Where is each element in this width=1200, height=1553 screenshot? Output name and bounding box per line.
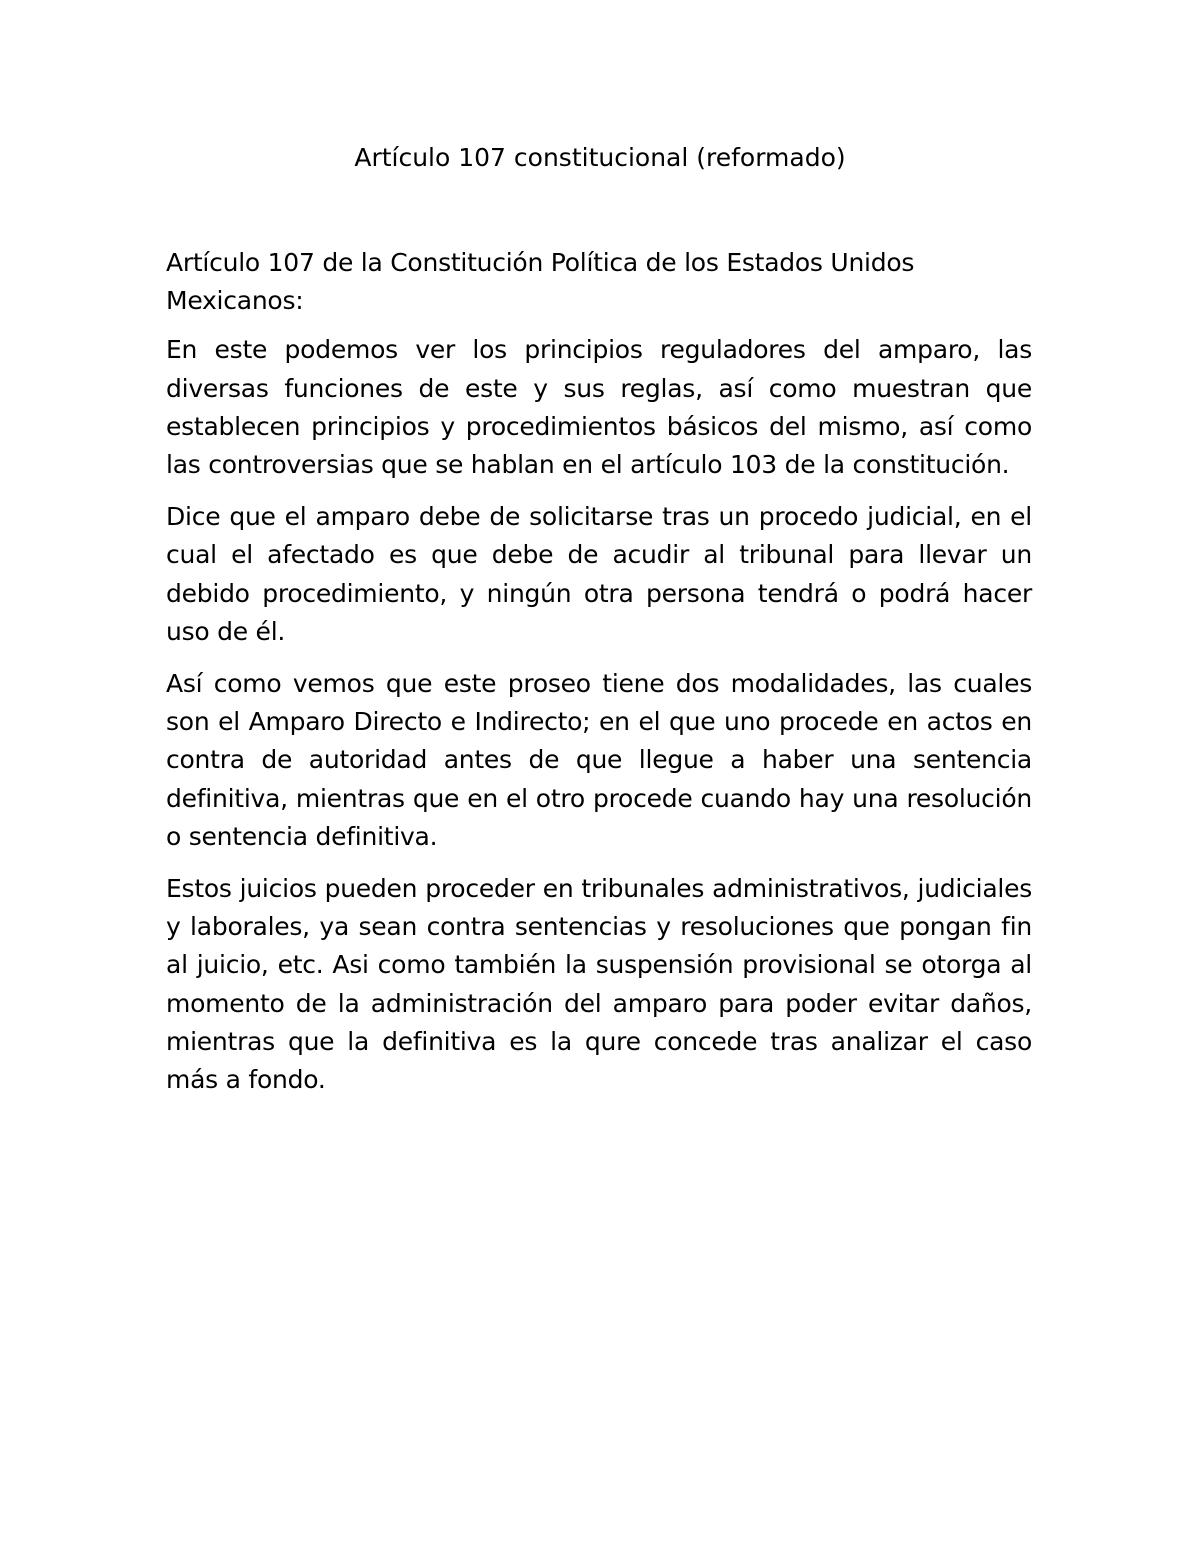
- paragraph-2: Dice que el amparo debe de solicitarse tras un procedo judicial, en el cual el afectado es que debe de acudir al tribunal para llevar un debido procedimiento, y ningún otra persona tendrá o podrá hacer uso de él.: [166, 502, 1032, 646]
- paragraph-3: Así como vemos que este proseo tiene dos modalidades, las cuales son el Amparo Directo e Indirecto; en el que uno procede en actos en contra de autoridad antes de que llegue a haber una sentencia definitiva, mientras que en el otro procede cuando hay una resolución o sentencia definitiva.: [166, 669, 1032, 851]
- paragraph-4: Estos juicios pueden proceder en tribunales administrativos, judiciales y laborales, ya sean contra sentencias y resoluciones que pongan fin al juicio, etc. Asi como también la suspensión provisional se otorga al momento de la administración del amparo para poder evitar daños, mientras que la definitiva es la qure concede tras analizar el caso más a fondo.: [166, 874, 1032, 1095]
- intro-line: Artículo 107 de la Constitución Política de los Estados Unidos Mexicanos:: [166, 248, 915, 316]
- paragraph-1: En este podemos ver los principios reguladores del amparo, las diversas funciones de este y sus reglas, así como muestran que establecen principios y procedimientos básicos del mismo, así como las controversias que se hablan en el artículo 103 de la constitución.: [166, 335, 1032, 480]
- document-title: Artículo 107 constitucional (reformado): [354, 143, 846, 172]
- document-body: [166, 244, 1032, 1113]
